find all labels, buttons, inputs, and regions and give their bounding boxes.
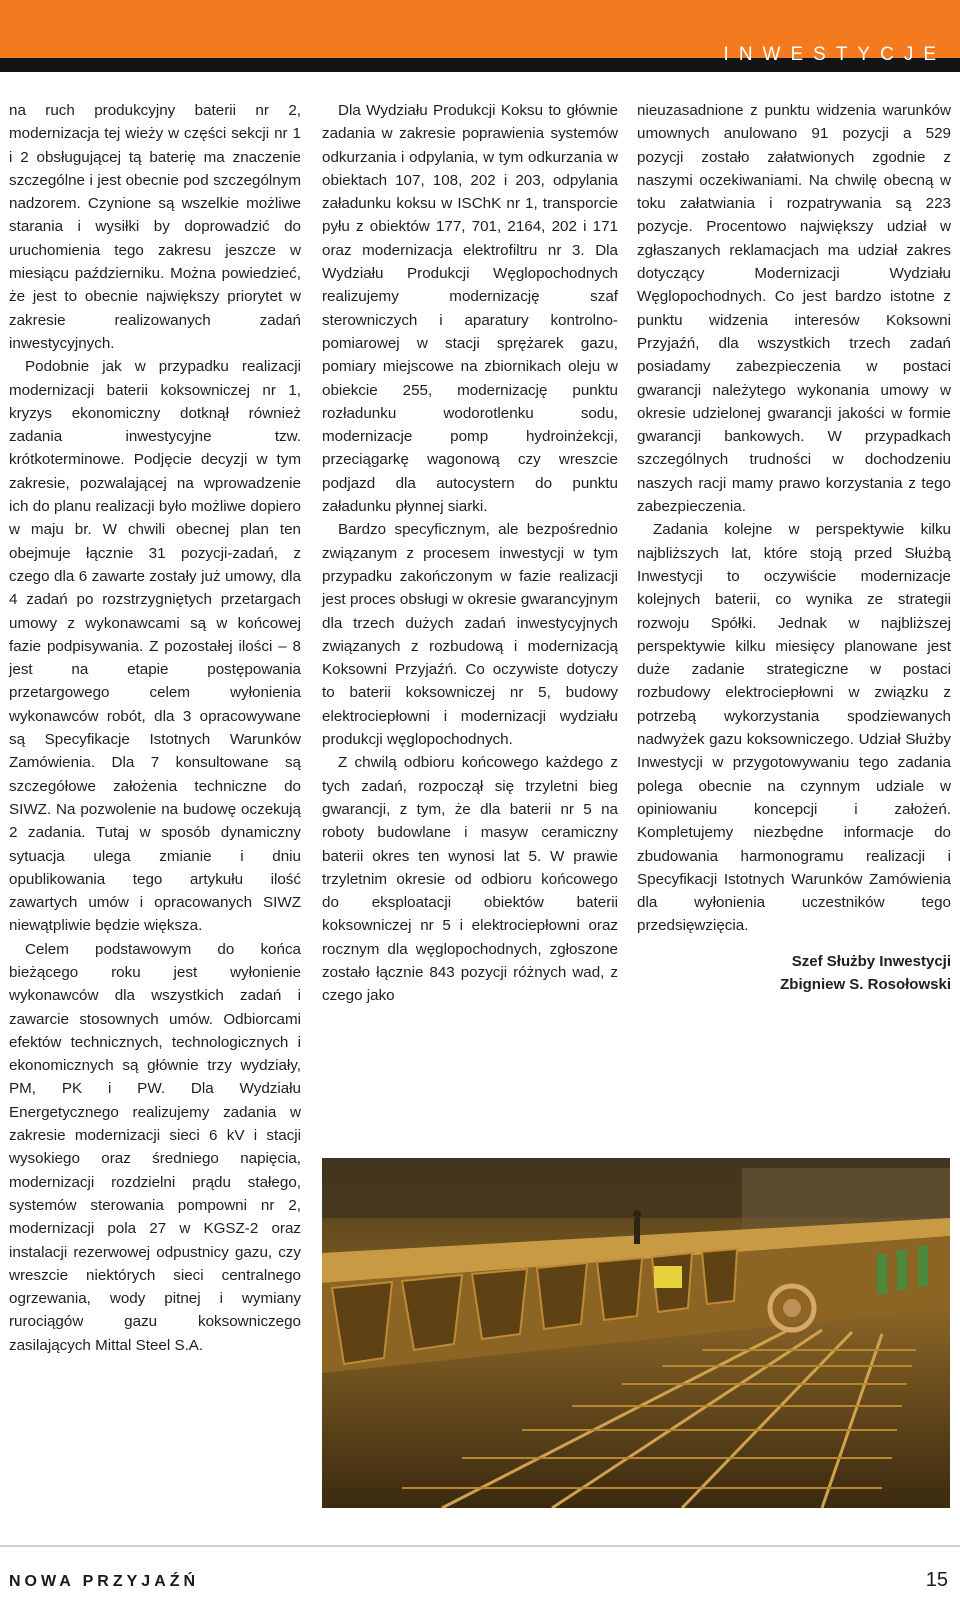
paragraph: na ruch produkcyjny baterii nr 2, modernizacja tej wieży w części sekcji nr 1 i 2 obsługującej tą baterię ma znaczenie szczególne i jest obecnie pod szczególnym nadzorem. Czynione są wszelkie możliwe starania i wysiłki by doprowadzić do uruchomienia tego zakresu jeszcze w miesiącu październiku. Można powiedzieć, że jest to obecnie największy priorytet w zakresie realizowanych zadań inwestycyjnych. <box>9 102 301 352</box>
footer-divider <box>0 1545 960 1547</box>
article-column-3 <box>637 99 951 996</box>
paragraph: Dla Wydziału Produkcji Koksu to głównie zadania w zakresie poprawienia systemów odkurzania i odpylania, w tym odkurzania w obiektach 107, 108, 202 i 203, odpylania załadunku koksu w ISChK nr 1, transporcie pyłu z obiektów 177, 701, 2164, 202 i 171 oraz modernizacja elektrofiltru nr 3. Dla Wydziału Produkcji Węglopochodnych realizujemy modernizację szaf sterowniczych i aparatury kontrolno-pomiarowej w stacji sprężarek gazu, pomiary miejscowe na zbiornikach oleju w obiekcie 255, modernizację punktu rozładunku wodorotlenku sodu, modernizacje pomp hydroinżekcji, przeciągarkę wagonową czy wreszcie podjazd dla autocystern do punktu załadunku płynnej siarki. <box>322 102 618 516</box>
magazine-title: NOWA PRZYJAŹŃ <box>9 1573 200 1590</box>
section-title: INWESTYCJE <box>723 44 946 65</box>
paragraph: Bardzo specyficznym, ale bezpośrednio związanym z procesem inwestycji w tym przypadku zakończonym w fazie realizacji jest proces obsługi w okresie gwarancyjnym dla trzech dużych zadań inwestycyjnych związanych z rozbudową i modernizacją Koksowni Przyjaźń. Co oczywiste dotyczy to baterii koksowniczej nr 5, budowy elektrociepłowni i modernizacji wydziału produkcji węglopochodnych. <box>322 521 618 749</box>
article-column-1 <box>9 99 301 1357</box>
paragraph: Z chwilą odbioru końcowego każdego z tych zadań, rozpoczął się trzyletni bieg gwarancji, z tym, że dla baterii nr 5 na roboty budowlane i masyw ceramiczny baterii okres ten wynosi lat 5. W prawie trzyletnim okresie od odbioru końcowego do eksploatacji obiektów baterii koksowniczej nr 5 i elektrociepłowni oraz rocznym dla węglopochodnych, zgłoszone zostało łącznie 843 pozycji różnych wad, z czego jako <box>322 754 618 1005</box>
author-role: Szef Służby Inwestycji <box>791 952 951 970</box>
photo-illustration <box>322 1158 950 1508</box>
page-number: 15 <box>925 1569 948 1591</box>
author-signature <box>637 950 951 996</box>
paragraph: Zadania kolejne w perspektywie kilku najbliższych lat, które stoją przed Służbą Inwestycji to oczywiście modernizacje kolejnych baterii, co wynika ze strategii rozwoju Spółki. Jednak w najbliższej perspektywie kilku miesięcy planowane jest duże zadanie strategiczne w postaci rozbudowy elektrociepłowni w związku z potrzebą wykorzystania spodziewanych nadwyżek gazu koksowniczego. Udział Służby Inwestycji w przygotowywaniu tego zadania polega obecnie na czynnym udziale w opiniowaniu koncepcji i założeń. Kompletujemy niezbędne informacje do zbudowania harmonogramu realizacji i Specyfikacji Istotnych Warunków Zamówienia dla wyłonienia uczestników tego przedsięwzięcia. <box>637 521 951 935</box>
paragraph: nieuzasadnione z punktu widzenia warunków umownych anulowano 91 pozycji a 529 pozycji zostało załatwionych zgodnie z naszymi oczekiwaniami. Na chwilę obecną w toku załatwiania i rozpatrywania są 223 pozycje. Procentowo największy udział w zgłaszanych reklamacjach ma udział zakres dotyczący Modernizacji Wydziału Węglopochodnych. Co jest bardzo istotne z punktu widzenia interesów Koksowni Przyjaźń, dla wszystkich trzech zadań posiadamy zabezpieczenia w postaci gwarancji należytego wykonania umowy w okresie udzielonej gwarancji jakości w formie gwarancji bankowych. W przypadkach szczególnych trudności w dochodzeniu naszych racji mamy prawo korzystania z tego zabezpieczenia. <box>637 102 951 516</box>
article-column-2 <box>322 99 618 1008</box>
author-name: Zbigniew S. Rosołowski <box>780 975 951 993</box>
paragraph: Podobnie jak w przypadku realizacji modernizacji baterii koksowniczej nr 1, kryzys ekonomiczny dotknął również zadania inwestycyjne tzw. krótkoterminowe. Podjęcie decyzji w tym zakresie, pozwalającej na wprowadzenie ich do planu realizacji było możliwe dopiero w maju br. W chwili obecnej plan ten obejmuje łącznie 31 pozycji-zadań, z czego dla 6 zawarte zostały już umowy, dla 4 zadań po rozstrzygniętych przetargach umowy z wykonawcami są w końcowej fazie podpisywania. Z pozostałej ilości – 8 jest na etapie postępowania przetargowego celem wyłonienia wykonawców robót, dla 3 opracowywane są Specyfikacje Istotnych Warunków Zamówienia. Dla 7 konsultowane są szczegółowe założenia techniczne do SIWZ. Na pozwolenie na budowę oczekują 2 zadania. Tutaj w sposób dynamiczny sytuacja ulega zmianie i dniu opublikowania tego artykułu ilość zawartych umów i opracowanych SIWZ niewątpliwie będzie większa. <box>9 358 301 935</box>
paragraph: Celem podstawowym do końca bieżącego roku jest wyłonienie wykonawców dla wszystkich zadań i zawarcie stosownych umów. Odbiorcami efektów technicznych, technologicznych i ekonomicznych są głównie trzy wydziały, PM, PK i PW. Dla Wydziału Energetycznego realizujemy zadania w zakresie modernizacji sieci 6 kV i stacji wysokiego oraz średniego napięcia, modernizacji rozdzielni prądu stałego, systemów sterowania pompowni nr 2, modernizacji pola 27 w KGSZ-2 oraz instalacji rezerwowej odpustnicy gazu, czy wreszcie niektórych sieci centralnego ogrzewania, wody pitnej i wymiany rurociągów gazu koksowniczego zasilających Mittal Steel S.A. <box>9 940 301 1354</box>
industrial-hall-photo <box>322 1158 950 1508</box>
